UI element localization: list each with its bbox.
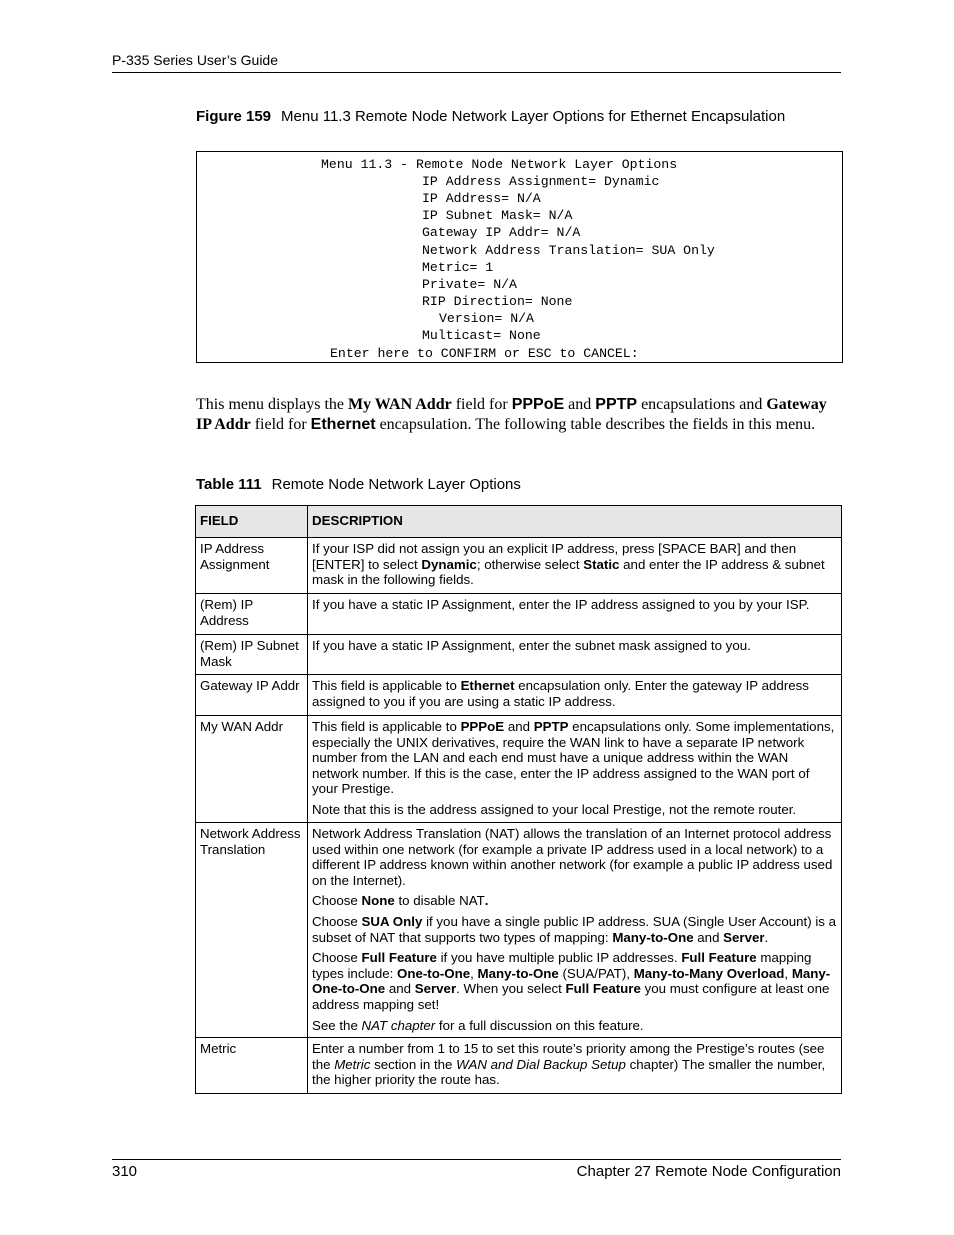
terminal-line: Version= N/A <box>439 311 534 326</box>
italic-term: WAN and Dial Backup Setup <box>456 1056 626 1072</box>
description-text: to disable NAT <box>394 893 485 909</box>
figure-caption <box>196 108 785 125</box>
description-paragraph <box>312 802 837 818</box>
description-paragraph <box>312 950 837 1012</box>
table-row <box>196 716 842 823</box>
bold-term: Many-to-One <box>477 965 559 981</box>
description-text: Choose <box>312 893 362 909</box>
table-caption <box>196 476 521 493</box>
description-paragraph <box>312 914 837 945</box>
bold-term: Static <box>583 556 620 572</box>
intro-text: encapsulations and <box>637 396 767 413</box>
page-footer <box>112 1159 841 1180</box>
description-text: and <box>693 929 724 945</box>
description-text: Choose <box>312 913 362 929</box>
bold-term: Server <box>414 981 457 997</box>
description-paragraph <box>312 541 837 588</box>
figure-title: Menu 11.3 Remote Node Network Layer Options for Ethernet Encapsulation <box>281 108 786 125</box>
column-header-description: DESCRIPTION <box>308 506 842 538</box>
italic-term: NAT chapter <box>361 1017 436 1033</box>
terminal-screen <box>196 151 843 363</box>
description-text: chapter) The smaller the number, the higher priority the route has. <box>312 1056 826 1088</box>
terminal-line: IP Address Assignment= Dynamic <box>422 174 660 189</box>
intro-paragraph <box>196 395 844 434</box>
description-cell <box>308 538 842 594</box>
description-paragraph <box>312 638 837 654</box>
intro-text: encapsulation. The following table describes the fields in this menu. <box>375 415 816 433</box>
bold-term: Full Feature <box>565 981 641 997</box>
terminal-line: Metric= 1 <box>422 260 494 275</box>
bold-term: Many-to-Many Overload <box>633 965 785 981</box>
terminal-line: Network Address Translation= SUA Only <box>422 243 715 258</box>
description-text: Network Address Translation (NAT) allows the translation of an Internet protocol address used within one network (for example a private IP address used in a local network) to a different IP address known within another network (for example a public IP address used on the Internet). <box>312 826 833 888</box>
description-text: you must configure at least one address mapping set! <box>312 981 830 1012</box>
italic-term: Metric <box>334 1056 371 1072</box>
terminal-line: IP Subnet Mask= N/A <box>422 208 573 223</box>
description-text: . When you select <box>456 981 566 997</box>
bold-term: . <box>484 893 489 909</box>
description-cell <box>308 716 842 823</box>
description-text: This field is applicable to <box>312 678 461 693</box>
description-text: If your ISP did not assign you an explicit IP address, press [SPACE BAR] and then [ENTER] to select <box>312 541 797 572</box>
bold-term: Many- One-to-One <box>312 965 831 997</box>
description-text: Enter a number from 1 to 15 to set this route’s priority among the Prestige’s routes (see the <box>312 1041 825 1072</box>
intro-encap-ethernet: Ethernet <box>310 415 376 433</box>
field-cell: Network Address Translation <box>196 823 308 1038</box>
table-header-row <box>196 506 842 538</box>
description-text: if you have a single public IP address. SUA (Single User Account) is a subset of NAT that supports two types of mapping: <box>312 913 837 945</box>
bold-term: PPPoE <box>460 719 505 734</box>
table-row <box>196 594 842 635</box>
field-cell: My WAN Addr <box>196 716 308 823</box>
bold-term: Full Feature <box>681 950 757 966</box>
description-paragraph <box>312 597 837 613</box>
bold-term: Server <box>723 929 765 945</box>
table-row <box>196 538 842 594</box>
description-cell <box>308 1038 842 1094</box>
terminal-line: IP Address= N/A <box>422 191 541 206</box>
intro-field-gateway: Gateway IP Addr <box>196 396 827 433</box>
bold-term: Ethernet <box>460 678 515 693</box>
table-title: Remote Node Network Layer Options <box>271 476 521 493</box>
description-text: If you have a static IP Assignment, enter the IP address assigned to you by your ISP. <box>312 597 810 612</box>
description-text: and <box>504 719 534 734</box>
description-text: (SUA/PAT), <box>558 965 634 981</box>
intro-text: This menu displays the <box>196 396 348 413</box>
bold-term: Full Feature <box>361 950 437 966</box>
description-text: This field is applicable to <box>312 719 461 734</box>
description-cell <box>308 594 842 635</box>
page-header <box>112 52 841 73</box>
header-title: P-335 Series User’s Guide <box>112 52 279 68</box>
intro-encap-pptp: PPTP <box>595 396 638 413</box>
description-paragraph <box>312 1018 837 1034</box>
description-text: Choose <box>312 950 362 966</box>
terminal-line: Gateway IP Addr= N/A <box>422 225 581 240</box>
terminal-line: Enter here to CONFIRM or ESC to CANCEL: <box>330 346 639 361</box>
description-paragraph <box>312 678 837 709</box>
description-text: and enter the IP address & subnet mask in the following fields. <box>312 556 825 588</box>
description-text: mapping types include: <box>312 950 812 981</box>
intro-text: field for <box>250 415 311 433</box>
description-text: , <box>470 965 478 981</box>
description-paragraph <box>312 826 837 888</box>
intro-field-my-wan-addr: My WAN Addr <box>347 396 452 413</box>
description-text: encapsulations only. Some implementations, especially the UNIX derivatives, require the WAN link to have a separate IP network number from the LAN and each end must have a unique address within the WAN network number. If this is the case, enter the IP address assigned to the WAN port of your Prestige. <box>312 719 835 797</box>
chapter-title: Chapter 27 Remote Node Configuration <box>576 1163 841 1180</box>
figure-label: Figure 159 <box>196 108 272 125</box>
table-row <box>196 1038 842 1094</box>
description-paragraph <box>312 893 837 909</box>
intro-text: field for <box>451 396 512 413</box>
column-header-field: FIELD <box>196 506 308 538</box>
bold-term: Many-to-One <box>612 929 694 945</box>
description-paragraph <box>312 719 837 797</box>
description-text: , <box>784 965 792 981</box>
field-cell: IP Address Assignment <box>196 538 308 594</box>
description-text: for a full discussion on this feature. <box>435 1017 644 1033</box>
terminal-line: Multicast= None <box>422 328 541 343</box>
bold-term: PPTP <box>533 719 569 734</box>
terminal-line: Private= N/A <box>422 277 517 292</box>
description-text: Note that this is the address assigned to your local Prestige, not the remote router. <box>312 801 797 817</box>
description-paragraph <box>312 1041 837 1088</box>
description-text: If you have a static IP Assignment, enter the subnet mask assigned to you. <box>312 638 751 653</box>
page-number: 310 <box>112 1163 138 1180</box>
description-text: See the <box>312 1017 362 1033</box>
bold-term: SUA Only <box>361 913 423 929</box>
table-label: Table 111 <box>196 476 262 493</box>
description-text: encapsulation only. Enter the gateway IP address assigned to you if you are using a static IP address. <box>312 678 809 709</box>
intro-text: and <box>564 396 596 413</box>
table-row <box>196 675 842 716</box>
field-cell: (Rem) IP Subnet Mask <box>196 635 308 675</box>
options-table <box>195 505 842 1094</box>
table-row <box>196 823 842 1038</box>
description-text: ; otherwise select <box>476 556 584 572</box>
field-cell: Gateway IP Addr <box>196 675 308 716</box>
description-text: if you have multiple public IP addresses. <box>436 950 682 966</box>
bold-term: One-to-One <box>397 965 471 981</box>
description-text: . <box>764 929 769 945</box>
description-cell <box>308 823 842 1038</box>
terminal-line: Menu 11.3 - Remote Node Network Layer Options <box>321 157 678 172</box>
bold-term: None <box>361 893 395 909</box>
terminal-line: RIP Direction= None <box>422 294 573 309</box>
field-cell: (Rem) IP Address <box>196 594 308 635</box>
intro-encap-pppoe: PPPoE <box>511 396 565 413</box>
field-cell: Metric <box>196 1038 308 1094</box>
description-text: section in the <box>370 1056 457 1072</box>
description-text: and <box>385 981 415 997</box>
table-row <box>196 635 842 675</box>
description-cell <box>308 675 842 716</box>
description-cell <box>308 635 842 675</box>
bold-term: Dynamic <box>421 556 477 572</box>
